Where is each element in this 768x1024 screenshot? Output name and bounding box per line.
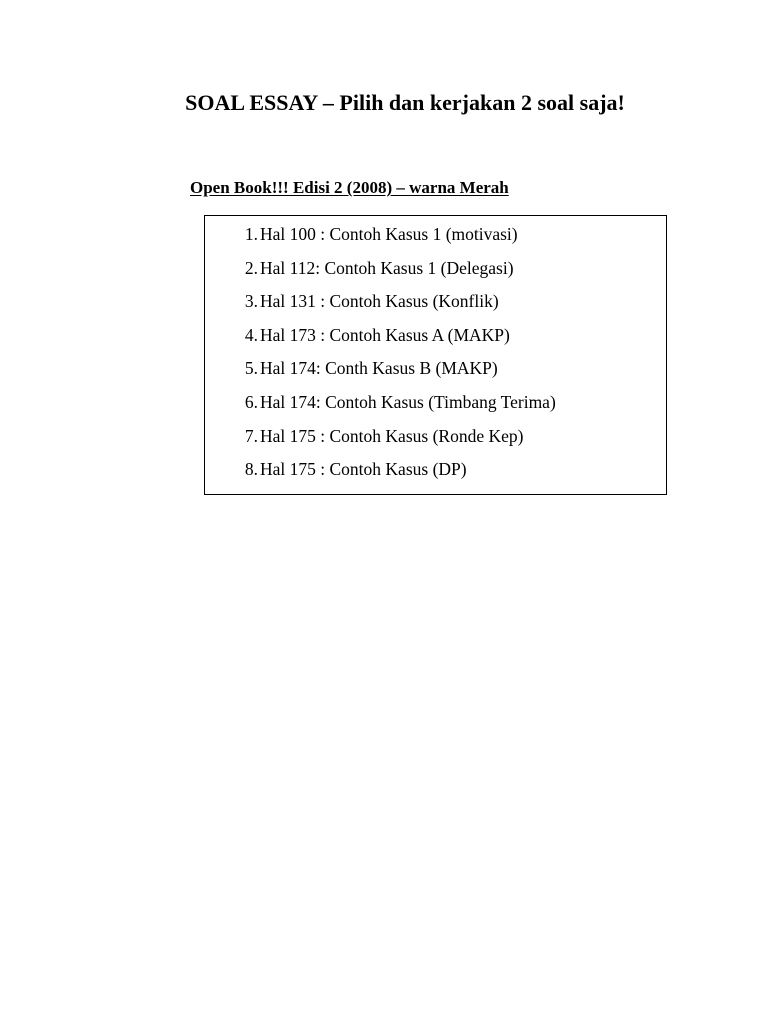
item-text: Hal 174: Contoh Kasus (Timbang Terima) [260,391,556,412]
item-text: Hal 175 : Contoh Kasus (DP) [260,459,467,480]
item-number: 4. [244,324,258,345]
list-item [205,290,666,324]
item-number: 5. [244,358,258,379]
list-item [205,357,666,391]
list-item [205,391,666,425]
list-item [205,425,666,459]
item-number: 8. [244,459,258,480]
item-number: 1. [244,224,258,244]
item-text: Hal 112: Contoh Kasus 1 (Delegasi) [260,257,514,278]
page-title: SOAL ESSAY – Pilih dan kerjakan 2 soal saja! [185,90,625,115]
list-item [205,458,666,492]
question-list [205,223,666,492]
list-item [205,223,666,257]
item-number: 3. [244,291,258,312]
list-item [205,257,666,291]
subtitle: Open Book!!! Edisi 2 (2008) – warna Merah [190,178,509,197]
item-text: Hal 100 : Contoh Kasus 1 (motivasi) [260,224,518,244]
list-item [205,324,666,358]
question-box [204,215,667,495]
item-text: Hal 173 : Contoh Kasus A (MAKP) [260,324,510,345]
item-number: 7. [244,425,258,446]
item-text: Hal 175 : Contoh Kasus (Ronde Kep) [260,425,524,446]
item-text: Hal 174: Conth Kasus B (MAKP) [260,358,498,379]
item-number: 6. [244,391,258,412]
item-text: Hal 131 : Contoh Kasus (Konflik) [260,291,499,312]
item-number: 2. [244,257,258,278]
